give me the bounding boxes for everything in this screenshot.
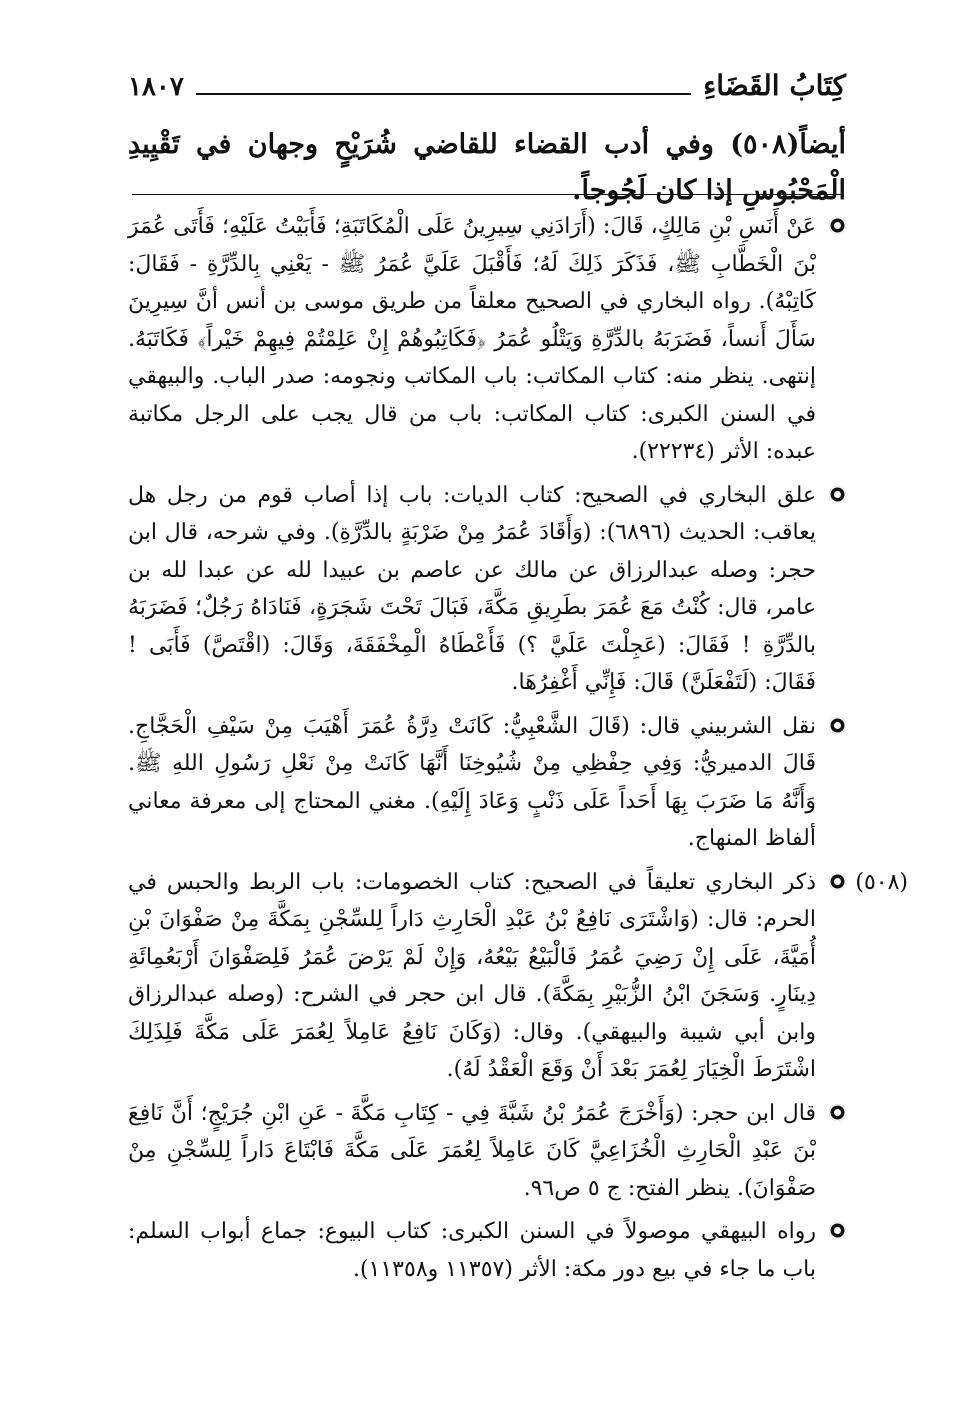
bullet-icon: [829, 717, 846, 734]
page-number: ١٨٠٧: [128, 72, 184, 102]
footnote-item: [128, 1213, 846, 1288]
footnote-text: نقل الشربيني قال: (قَالَ الشَّعْبِيُّ: كَانَتْ دِرَّةُ عُمَرَ أَهْيَبَ مِنْ سَيْفِ الْحَجَّاجِ. قَالَ الدميريُّ: وَفِي حِفْظِي مِنْ شُيُوخِنَا أَنَّهَا كَانَتْ مِنْ نَعْلِ رَسُولِ اللهِ ﷺ. وَأَنَّهُ مَا ضَرَبَ بِهَا أَحَداً عَلَى ذَنْبٍ وَعَادَ إِلَيْهِ). مغني المحتاج إلى معرفة معاني ألفاظ المنهاج.: [128, 713, 816, 851]
footnote-item: [128, 1095, 846, 1208]
footnote-item: [128, 477, 846, 702]
bullet-icon: [829, 1104, 846, 1121]
footnotes: [128, 208, 908, 1294]
bullet-icon: [829, 873, 846, 890]
bullet-icon: [829, 486, 846, 503]
footnote-text: رواه البيهقي موصولاً في السنن الكبرى: كتاب البيوع: جماع أبواب السلم: باب ما جاء في بيع دور مكة: الأثر (١١٣٥٧ و١١٣٥٨).: [128, 1219, 816, 1282]
footnote-item: [128, 708, 846, 858]
footnote-text: عَنْ أَنَسِ بْنِ مَالِكٍ، قَالَ: (أَرَادَنِي سِيرِينُ عَلَى الْمُكَاتَبَةِ؛ فَأَبَيْتُ عَلَيْهِ؛ فَأَتَى عُمَرَ بْنَ الْخَطَّابِ ﷺ، فَذَكَرَ ذَلِكَ لَهُ؛ فَأَقْبَلَ عَلَيَّ عُمَرُ ﷺ - يَعْنِي بِالدِّرَّةِ - فَقَالَ: كَاتِبْهُ). رواه البخاري في الصحيح معلقاً من طريق موسى بن أنس أنَّ سِيرِينَ سَأَلَ أَنساً، فَضَرَبَهُ بالدِّرَّةِ وَيَتْلُو عُمَرُ ﴿فَكَاتِبُوهُمْ إِنْ عَلِمْتُمْ فِيهِمْ خَيْراً﴾ فَكَاتَبَهُ. إنتهى. ينظر منه: كتاب المكاتب: باب المكاتب ونجومه: صدر الباب. والبيهقي في السنن الكبرى: كتاب المكاتب: باب من قال يجب على الرجل مكاتبة عبده: الأثر (٢٢٢٣٤).: [128, 214, 816, 464]
footnote-separator: [132, 194, 844, 195]
running-header: [128, 60, 846, 100]
footnote-text: ذكر البخاري تعليقاً في الصحيح: كتاب الخصومات: باب الربط والحبس في الحرم: قال: (وَاشْتَرَى نَافِعُ بْنُ عَبْدِ الْحَارِثِ دَاراً لِلسِّجْنِ بِمَكَّةَ مِنْ صَفْوَانَ بْنِ أُمَيَّةَ، عَلَى إِنْ رَضِيَ عُمَرُ فَالْبَيْعُ بَيْعُهُ، وَإِنْ لَمْ يَرْضَ عُمَرُ فَلِصَفْوَانَ أَرْبَعُمِائَةِ دِينَارٍ. وَسَجَنَ ابْنُ الزُّبَيْرِ بِمَكَّةَ). قال ابن حجر في الشرح: (وصله عبدالرزاق وابن أبي شيبة والبيهقي). وقال: (وَكَانَ نَافِعُ عَامِلاً لِعُمَرَ عَلَى مَكَّةَ فَلِذَلِكَ اشْتَرَطَ الْخِيَارَ لِعُمَرَ بَعْدَ أَنْ وَقَعَ الْعَقْدُ لَهُ).: [128, 869, 816, 1082]
footnote-text: قال ابن حجر: (وَأَخْرَجَ عُمَرُ بْنُ شَبَّةَ فِي - كِتَابِ مَكَّةَ - عَنِ ابْنِ جُرَيْجٍ؛ أَنَّ نَافِعَ بْنَ عَبْدِ الْحَارِثِ الْخُزَاعِيَّ كَانَ عَامِلاً لِعُمَرَ عَلَى مَكَّةَ فَابْتَاعَ دَاراً لِلسِّجْنِ مِنْ صَفْوَانَ). ينظر الفتح: ج ٥ ص٩٦.: [128, 1100, 816, 1201]
bullet-icon: [829, 1222, 846, 1239]
footnote-item: [128, 864, 908, 1089]
header-rule: [196, 93, 691, 95]
footnote-number: (٥٠٨): [855, 869, 908, 895]
main-text: أيضاً(٥٠٨) وفي أدب القضاء للقاضي شُرَيْحٍ وجهان في تَقْيِيدِ الْمَحْبُوسِ إذا كان لَجُوجاً.: [128, 129, 846, 206]
footnote-item: [128, 208, 846, 471]
chapter-title: كِتَابُ القَضَاءِ: [703, 69, 846, 102]
footnote-text: علق البخاري في الصحيح: كتاب الديات: باب إذا أصاب قوم من رجل هل يعاقب: الحديث (٦٨٩٦): (وَأَقَادَ عُمَرُ مِنْ ضَرْبَةٍ بالدِّرَّةِ). وفي شرحه، قال ابن حجر: وصله عبدالرزاق عن مالك عن عاصم بن عبيدا لله عن عبدا لله بن عامر، قال: كُنْتُ مَعَ عُمَرَ بطَرِيقِ مَكَّةَ، فَبَالَ تَحْتَ شَجَرَةٍ، فَنَادَاهُ رَجُلٌ؛ فَضَرَبَهُ بالدِّرَّةِ ! فَقَالَ: (عَجِلْتَ عَلَيَّ ؟) فَأَعْطَاهُ الْمِخْفَقَةَ، وَقَالَ: (اقْتَصَّ) فَأَبَى ! فَقَالَ: (لَتَفْعَلَنَّ) قَالَ: فَإِنِّي أَغْفِرُهَا.: [128, 482, 816, 695]
bullet-icon: [829, 217, 846, 234]
